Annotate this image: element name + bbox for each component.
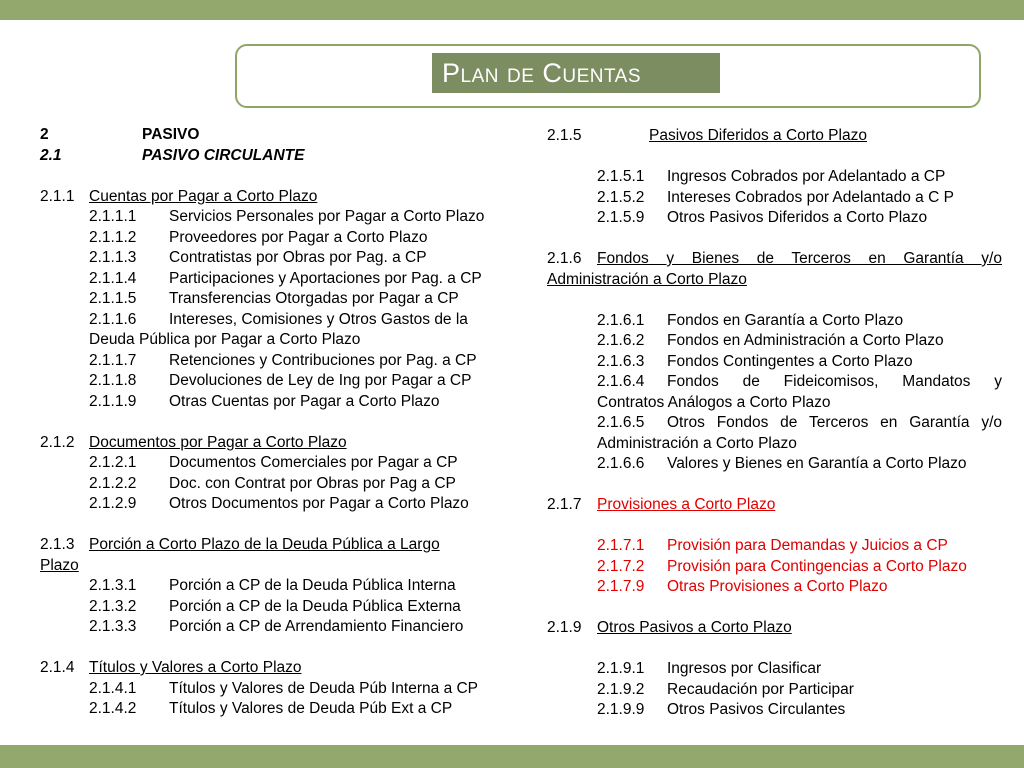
list-item-continuation: Contratos Análogos a Corto Plazo bbox=[597, 393, 831, 411]
list-item: 2.1.9.1 Ingresos por Clasificar bbox=[597, 660, 822, 677]
bottom-band bbox=[0, 745, 1024, 768]
list-item: 2.1.2.1 Documentos Comerciales por Pagar a CP bbox=[89, 454, 458, 471]
list-item: 2.1.6.2 Fondos en Administración a Corto Plazo bbox=[597, 332, 944, 349]
account-2: 2 PASIVO bbox=[40, 126, 200, 143]
group-2-1-7: 2.1.7 Provisiones a Corto Plazo bbox=[547, 496, 776, 513]
list-item-continuation: Administración a Corto Plazo bbox=[597, 434, 797, 452]
list-item: 2.1.5.9 Otros Pasivos Diferidos a Corto Plazo bbox=[597, 209, 928, 226]
group-2-1-3: 2.1.3 Porción a Corto Plazo de la Deuda Pública a Largo bbox=[40, 536, 440, 553]
list-item: 2.1.4.1 Títulos y Valores de Deuda Púb Interna a CP bbox=[89, 679, 479, 697]
group-2-1-2: 2.1.2 Documentos por Pagar a Corto Plazo bbox=[40, 433, 347, 451]
list-item: 2.1.1.5 Transferencias Otorgadas por Pagar a CP bbox=[89, 290, 459, 307]
group-2-1-6-continuation: Administración a Corto Plazo bbox=[547, 270, 747, 288]
list-item: 2.1.2.2 Doc. con Contrat por Obras por Pag a CP bbox=[89, 474, 456, 492]
page-title: Plan de Cuentas bbox=[432, 53, 720, 93]
list-item: 2.1.1.8 Devoluciones de Ley de Ing por Pagar a CP bbox=[89, 372, 472, 389]
list-item: 2.1.7.2 Provisión para Contingencias a Corto Plazo bbox=[597, 557, 967, 575]
list-item: 2.1.1.6 Intereses, Comisiones y Otros Gastos de la bbox=[89, 310, 468, 328]
list-item: 2.1.1.4 Participaciones y Aportaciones por Pag. a CP bbox=[89, 269, 482, 287]
list-item: 2.1.6.3 Fondos Contingentes a Corto Plazo bbox=[597, 352, 913, 370]
list-item: 2.1.7.1 Provisión para Demandas y Juicios a CP bbox=[597, 537, 948, 554]
group-2-1-9: 2.1.9 Otros Pasivos a Corto Plazo bbox=[547, 619, 792, 636]
left-column bbox=[40, 125, 520, 720]
list-item: 2.1.1.2 Proveedores por Pagar a Corto Plazo bbox=[89, 228, 428, 246]
list-item-continuation: Deuda Pública por Pagar a Corto Plazo bbox=[89, 331, 361, 348]
list-item: 2.1.7.9 Otras Provisiones a Corto Plazo bbox=[597, 578, 888, 595]
account-2-1: 2.1 PASIVO CIRCULANTE bbox=[40, 146, 305, 164]
group-2-1-5: 2.1.5 Pasivos Diferidos a Corto Plazo bbox=[547, 127, 867, 144]
list-item: 2.1.1.3 Contratistas por Obras por Pag. a CP bbox=[89, 249, 427, 266]
list-item: 2.1.6.4 Fondos de Fideicomisos, Mandatos y bbox=[597, 373, 1002, 390]
list-item: 2.1.6.6 Valores y Bienes en Garantía a Corto Plazo bbox=[597, 455, 967, 472]
top-band bbox=[0, 0, 1024, 20]
group-2-1-1: 2.1.1 Cuentas por Pagar a Corto Plazo bbox=[40, 187, 318, 205]
list-item: 2.1.6.5 Otros Fondos de Terceros en Garantía y/o bbox=[597, 414, 1002, 431]
group-2-1-3-continuation: Plazo bbox=[40, 556, 79, 574]
list-item: 2.1.1.1 Servicios Personales por Pagar a Corto Plazo bbox=[89, 208, 485, 225]
list-item: 2.1.5.1 Ingresos Cobrados por Adelantado a CP bbox=[597, 168, 946, 185]
group-2-1-4: 2.1.4 Títulos y Valores a Corto Plazo bbox=[40, 659, 302, 676]
list-item: 2.1.9.2 Recaudación por Participar bbox=[597, 680, 854, 698]
group-2-1-6: 2.1.6 Fondos y Bienes de Terceros en Garantía y/o bbox=[547, 250, 1002, 267]
list-item: 2.1.2.9 Otros Documentos por Pagar a Corto Plazo bbox=[89, 495, 469, 512]
list-item: 2.1.1.7 Retenciones y Contribuciones por Pag. a CP bbox=[89, 351, 477, 369]
list-item: 2.1.6.1 Fondos en Garantía a Corto Plazo bbox=[597, 311, 904, 329]
list-item: 2.1.1.9 Otras Cuentas por Pagar a Corto Plazo bbox=[89, 392, 440, 410]
list-item: 2.1.4.2 Títulos y Valores de Deuda Púb Ext a CP bbox=[89, 700, 453, 717]
list-item: 2.1.9.9 Otros Pasivos Circulantes bbox=[597, 701, 846, 718]
list-item: 2.1.5.2 Intereses Cobrados por Adelantado a C P bbox=[597, 188, 954, 206]
list-item: 2.1.3.3 Porción a CP de Arrendamiento Financiero bbox=[89, 618, 464, 635]
right-column bbox=[547, 126, 1002, 721]
list-item: 2.1.3.1 Porción a CP de la Deuda Pública Interna bbox=[89, 577, 456, 594]
list-item: 2.1.3.2 Porción a CP de la Deuda Pública Externa bbox=[89, 597, 461, 615]
